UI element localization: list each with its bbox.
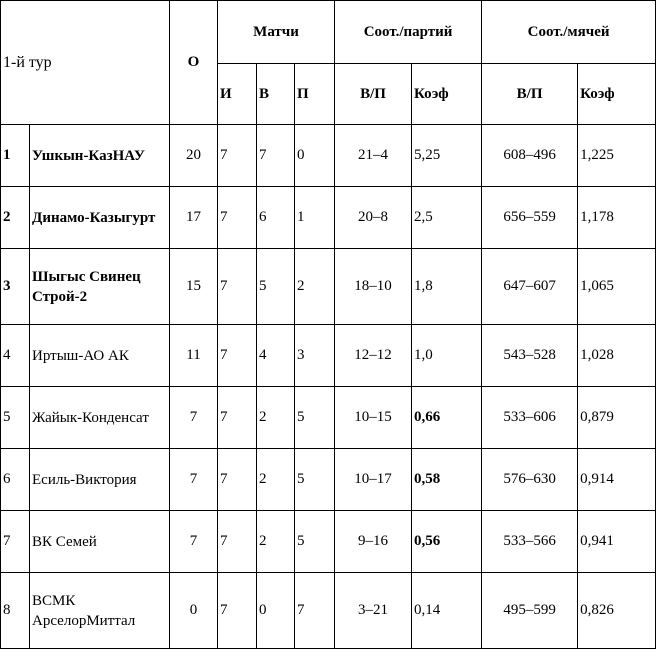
won: 0	[257, 573, 295, 649]
balls-coef: 1,225	[578, 125, 656, 187]
sets-wl: 10–15	[335, 387, 412, 449]
balls-coef: 0,879	[578, 387, 656, 449]
sets-coef-header: Коэф	[412, 64, 482, 125]
table-row	[1, 249, 656, 325]
sets-coef: 1,0	[412, 325, 482, 387]
sets-coef: 0,58	[412, 449, 482, 511]
played-header: И	[218, 64, 257, 125]
sets-coef: 1,8	[412, 249, 482, 325]
position: 7	[1, 511, 30, 573]
sets-wl: 10–17	[335, 449, 412, 511]
table-row	[1, 449, 656, 511]
lost: 3	[295, 325, 335, 387]
team-name: Иртыш-АО АК	[30, 325, 170, 387]
points: 11	[170, 325, 218, 387]
points: 7	[170, 387, 218, 449]
lost: 1	[295, 187, 335, 249]
table-row	[1, 187, 656, 249]
points: 7	[170, 511, 218, 573]
played: 7	[218, 187, 257, 249]
balls-wl: 576–630	[482, 449, 578, 511]
team-name: Шыгыс Свинец Строй-2	[30, 249, 170, 325]
won: 2	[257, 511, 295, 573]
points: 20	[170, 125, 218, 187]
position: 1	[1, 125, 30, 187]
balls-group-header: Соот./мячей	[482, 1, 656, 64]
points: 17	[170, 187, 218, 249]
lost: 5	[295, 387, 335, 449]
team-name: ВК Семей	[30, 511, 170, 573]
won-header: В	[257, 64, 295, 125]
points-header: О	[170, 1, 218, 125]
sets-coef: 5,25	[412, 125, 482, 187]
sets-coef: 0,56	[412, 511, 482, 573]
won: 6	[257, 187, 295, 249]
table-row	[1, 325, 656, 387]
lost: 5	[295, 511, 335, 573]
position: 4	[1, 325, 30, 387]
balls-coef: 0,826	[578, 573, 656, 649]
position: 2	[1, 187, 30, 249]
lost: 2	[295, 249, 335, 325]
played: 7	[218, 573, 257, 649]
won: 2	[257, 449, 295, 511]
balls-wl: 543–528	[482, 325, 578, 387]
position: 8	[1, 573, 30, 649]
sets-coef: 2,5	[412, 187, 482, 249]
sets-coef: 0,14	[412, 573, 482, 649]
header-row-1	[1, 1, 656, 64]
balls-coef: 0,941	[578, 511, 656, 573]
sets-group-header: Соот./партий	[335, 1, 482, 64]
team-name: Жайык-Конденсат	[30, 387, 170, 449]
table-row	[1, 511, 656, 573]
balls-wl: 647–607	[482, 249, 578, 325]
balls-wl: 533–606	[482, 387, 578, 449]
sets-coef: 0,66	[412, 387, 482, 449]
balls-wl: 533–566	[482, 511, 578, 573]
points: 7	[170, 449, 218, 511]
table-row	[1, 573, 656, 649]
balls-coef: 0,914	[578, 449, 656, 511]
balls-coef-header: Коэф	[578, 64, 656, 125]
matches-group-header: Матчи	[218, 1, 335, 64]
round-label: 1-й тур	[1, 1, 170, 125]
balls-wl-header: В/П	[482, 64, 578, 125]
points: 15	[170, 249, 218, 325]
position: 3	[1, 249, 30, 325]
position: 6	[1, 449, 30, 511]
balls-coef: 1,028	[578, 325, 656, 387]
played: 7	[218, 449, 257, 511]
table-row	[1, 125, 656, 187]
won: 5	[257, 249, 295, 325]
played: 7	[218, 249, 257, 325]
team-name: Динамо-Казыгурт	[30, 187, 170, 249]
balls-wl: 495–599	[482, 573, 578, 649]
sets-wl: 20–8	[335, 187, 412, 249]
played: 7	[218, 511, 257, 573]
table-row	[1, 387, 656, 449]
balls-wl: 608–496	[482, 125, 578, 187]
sets-wl: 21–4	[335, 125, 412, 187]
won: 4	[257, 325, 295, 387]
position: 5	[1, 387, 30, 449]
lost: 7	[295, 573, 335, 649]
played: 7	[218, 387, 257, 449]
won: 7	[257, 125, 295, 187]
team-name: ВСМК АрселорМиттал	[30, 573, 170, 649]
lost: 0	[295, 125, 335, 187]
won: 2	[257, 387, 295, 449]
points: 0	[170, 573, 218, 649]
sets-wl: 9–16	[335, 511, 412, 573]
sets-wl: 18–10	[335, 249, 412, 325]
sets-wl-header: В/П	[335, 64, 412, 125]
team-name: Есиль-Виктория	[30, 449, 170, 511]
balls-wl: 656–559	[482, 187, 578, 249]
team-name: Ушкын-КазНАУ	[30, 125, 170, 187]
balls-coef: 1,065	[578, 249, 656, 325]
lost: 5	[295, 449, 335, 511]
played: 7	[218, 325, 257, 387]
sets-wl: 12–12	[335, 325, 412, 387]
balls-coef: 1,178	[578, 187, 656, 249]
sets-wl: 3–21	[335, 573, 412, 649]
played: 7	[218, 125, 257, 187]
lost-header: П	[295, 64, 335, 125]
